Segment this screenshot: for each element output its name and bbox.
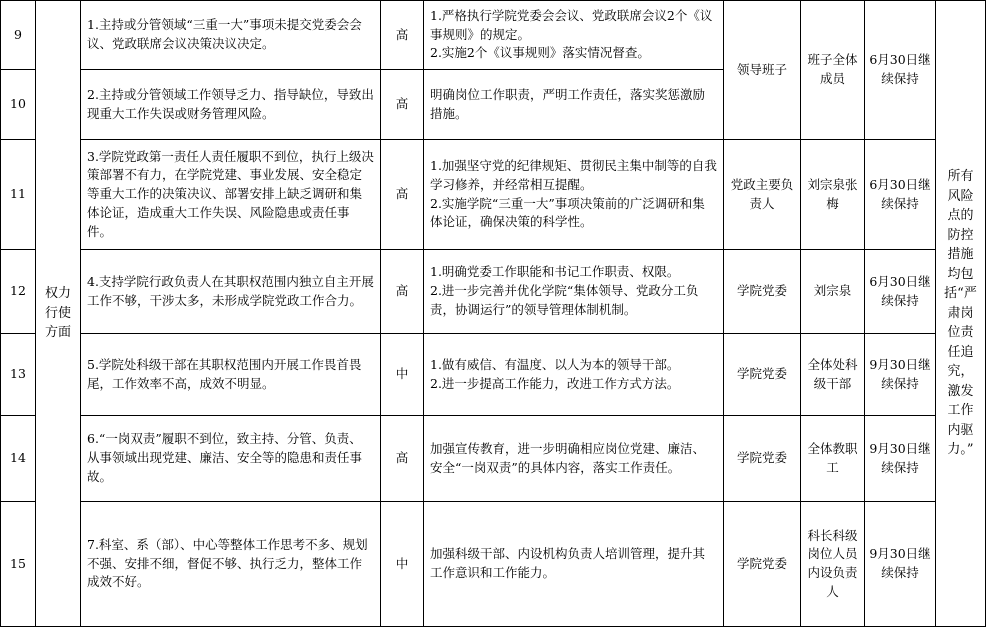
responsible-department: 领导班子	[724, 1, 801, 140]
row-number: 14	[1, 416, 36, 502]
control-measures	[424, 334, 724, 416]
measure-line: 1.做有威信、有温度、以人为本的领导干部。	[430, 356, 680, 372]
row-number: 10	[1, 70, 36, 140]
measure-line: 2.实施2个《议事规则》落实情况督查。	[430, 45, 650, 61]
responsible-person: 班子全体成员	[801, 1, 865, 140]
control-measures	[424, 250, 724, 334]
responsible-person: 刘宗泉	[801, 250, 865, 334]
risk-point: 6.“一岗双责”履职不到位，致主持、分管、负责、从事领域出现党建、廉洁、安全等的隐患和责任事故。	[81, 416, 381, 502]
deadline: 6月30日继续保持	[865, 250, 936, 334]
row-number: 12	[1, 250, 36, 334]
measure-line: 2.进一步提高工作能力，改进工作方式方法。	[430, 375, 680, 391]
deadline: 6月30日继续保持	[865, 140, 936, 250]
risk-level: 高	[381, 70, 424, 140]
deadline: 9月30日继续保持	[865, 334, 936, 416]
measure-line: 2.进一步完善并优化学院“集体领导、党政分工负责，协调运行”的领导管理体制机制。	[430, 283, 699, 317]
row-number: 15	[1, 502, 36, 627]
table-row	[1, 416, 986, 502]
control-measures	[424, 416, 724, 502]
responsible-person: 刘宗泉张梅	[801, 140, 865, 250]
risk-level: 高	[381, 140, 424, 250]
risk-point: 7.科室、系（部）、中心等整体工作思考不多、规划不强、安排不细，督促不够、执行乏力，整体工作成效不好。	[81, 502, 381, 627]
measure-line: 1.严格执行学院党委会会议、党政联席会议2个《议事规则》的规定。	[430, 7, 713, 42]
measure-line: 1.明确党委工作职能和书记工作职责、权限。	[430, 264, 680, 280]
risk-point: 4.支持学院行政负责人在其职权范围内独立自主开展工作不够，干涉太多，未形成学院党政工作合力。	[81, 250, 381, 334]
responsible-person: 科长科级岗位人员内设负责人	[801, 502, 865, 627]
responsible-department: 党政主要负责人	[724, 140, 801, 250]
measure-line: 加强宣传教育，进一步明确相应岗位党建、廉洁、安全“一岗双责”的具体内容，落实工作责任。	[430, 440, 706, 475]
table-row	[1, 1, 986, 70]
measure-line: 加强科级干部、内设机构负责人培训管理，提升其工作意识和工作能力。	[430, 546, 706, 580]
table-row	[1, 140, 986, 250]
row-number: 11	[1, 140, 36, 250]
measure-line: 明确岗位工作职责，严明工作责任，落实奖惩激励措施。	[430, 86, 706, 121]
table-row	[1, 334, 986, 416]
risk-level: 高	[381, 1, 424, 70]
risk-level: 中	[381, 502, 424, 627]
deadline: 9月30日继续保持	[865, 416, 936, 502]
responsible-department: 学院党委	[724, 334, 801, 416]
measure-line: 1.加强坚守党的纪律规矩、贯彻民主集中制等的自我学习修养，并经常相互提醒。	[430, 158, 717, 192]
risk-point: 5.学院处科级干部在其职权范围内开展工作畏首畏尾，工作效率不高，成效不明显。	[81, 334, 381, 416]
category-cell: 权力行使方面	[36, 1, 81, 627]
note-cell: 所有风险点的防控措施均包括“严肃岗位责任追究，激发工作内驱力。”	[936, 1, 986, 627]
control-measures	[424, 70, 724, 140]
table-row	[1, 250, 986, 334]
responsible-person: 全体处科级干部	[801, 334, 865, 416]
deadline: 9月30日继续保持	[865, 502, 936, 627]
risk-level: 高	[381, 250, 424, 334]
table-row	[1, 502, 986, 627]
risk-point: 1.主持或分管领域“三重一大”事项未提交党委会会议、党政联席会议决策决议决定。	[81, 1, 381, 70]
risk-point: 2.主持或分管领域工作领导乏力、指导缺位，导致出现重大工作失误或财务管理风险。	[81, 70, 381, 140]
risk-point: 3.学院党政第一责任人责任履职不到位，执行上级决策部署不有力，在学院党建、事业发展、安全稳定等重大工作的决策决议、部署安排上缺乏调研和集体论证，造成重大工作失误、风险隐患或责任事件。	[81, 140, 381, 250]
control-measures	[424, 140, 724, 250]
responsible-department: 学院党委	[724, 502, 801, 627]
control-measures	[424, 1, 724, 70]
responsible-department: 学院党委	[724, 250, 801, 334]
risk-level: 中	[381, 334, 424, 416]
measure-line: 2.实施学院“三重一大”事项决策前的广泛调研和集体论证，确保决策的科学性。	[430, 195, 705, 230]
risk-level: 高	[381, 416, 424, 502]
responsible-department: 学院党委	[724, 416, 801, 502]
control-measures	[424, 502, 724, 627]
row-number: 9	[1, 1, 36, 70]
responsible-person: 全体教职工	[801, 416, 865, 502]
row-number: 13	[1, 334, 36, 416]
deadline: 6月30日继续保持	[865, 1, 936, 140]
